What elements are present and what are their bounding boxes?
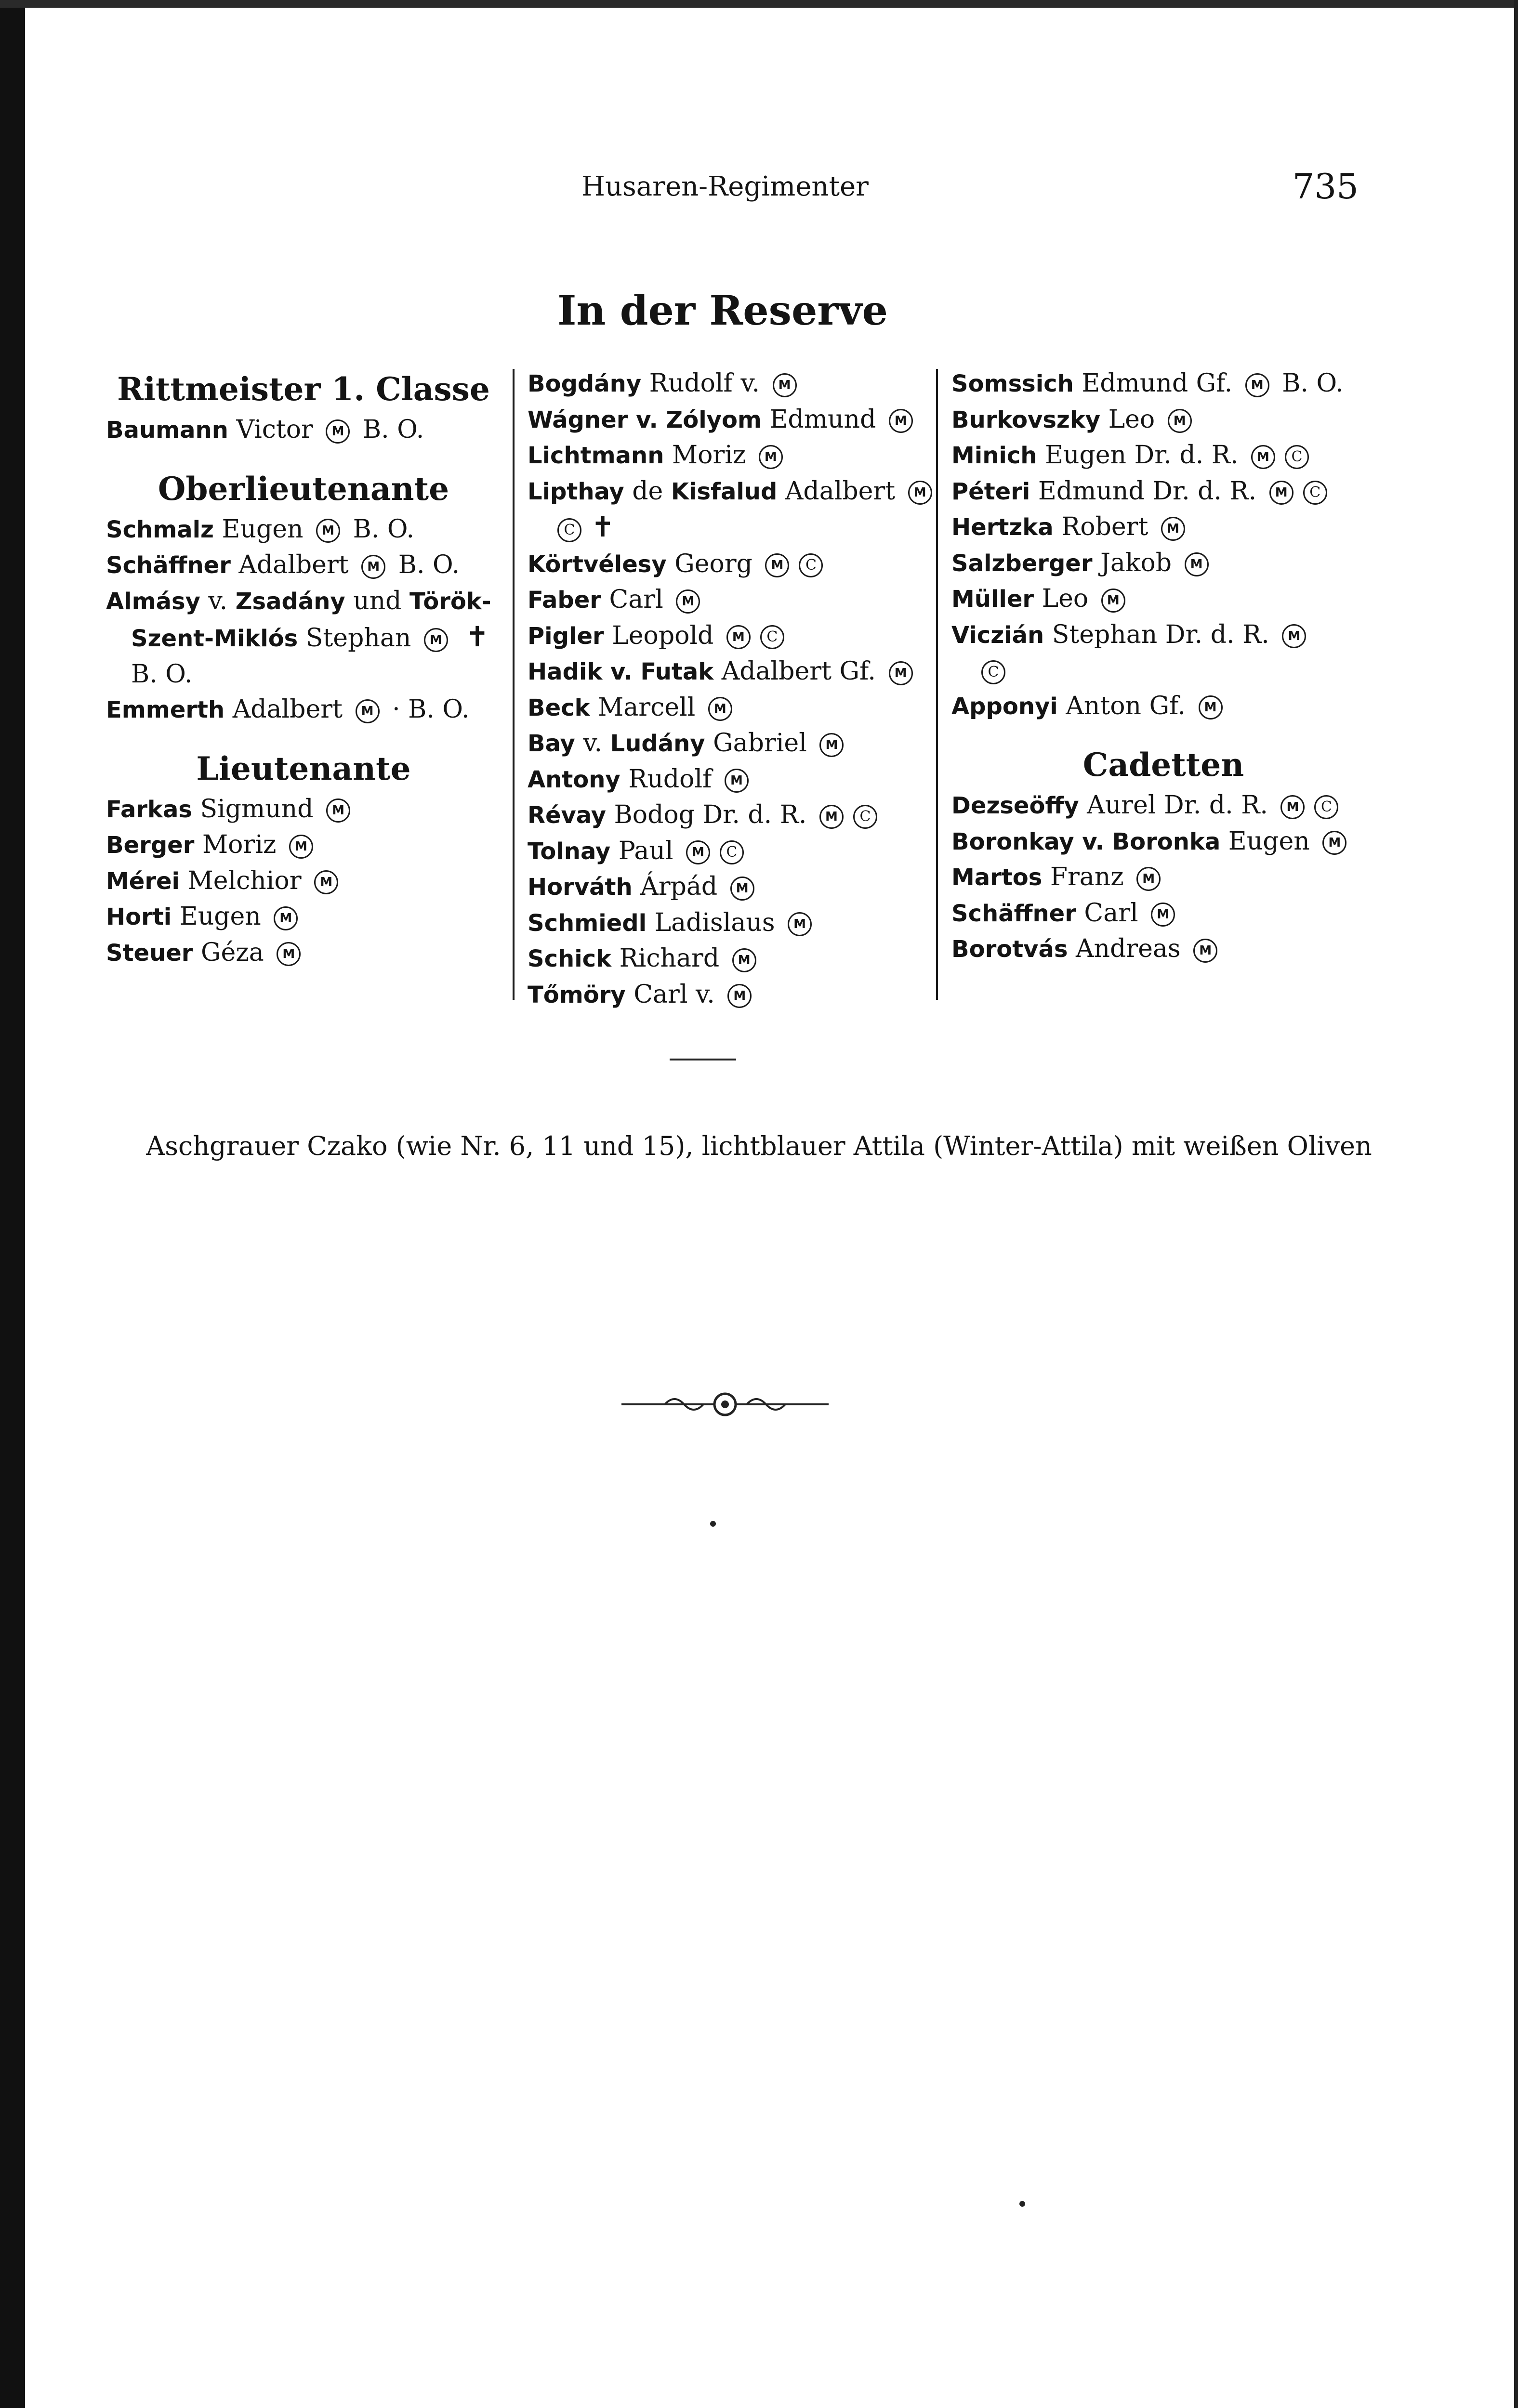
list-item: [106, 864, 501, 900]
given-name: Andreas: [1075, 934, 1181, 963]
given-name: Adalbert: [785, 476, 896, 506]
given-name: Leopold: [612, 621, 714, 650]
m-circle-icon: M: [819, 733, 844, 757]
m-circle-icon: M: [316, 519, 340, 543]
m-circle-icon: M: [424, 628, 448, 652]
list-item: [528, 905, 927, 942]
surname: Körtvélesy: [528, 550, 667, 578]
uniform-note: Aschgrauer Czako (wie Nr. 6, 11 und 15), lichtblauer Attila (Winter-Attila) mit weißen Oliven: [146, 1131, 1372, 1161]
rittmeister-heading: Rittmeister 1. Classe: [117, 370, 490, 408]
m-circle-icon: M: [1151, 903, 1175, 927]
section-title: In der Reserve: [557, 287, 888, 334]
list-item: [106, 827, 501, 864]
surname: Müller: [951, 586, 1034, 613]
m-circle-icon: M: [361, 555, 385, 579]
lieutenante-heading: Lieutenante: [196, 749, 411, 787]
surname: Schmiedl: [528, 909, 647, 937]
surname: Lichtmann: [528, 442, 664, 469]
m-circle-icon: M: [726, 625, 751, 649]
list-item-continued: B. O.: [131, 659, 193, 689]
list-item: [951, 366, 1375, 402]
given-name: Árpád: [640, 872, 718, 901]
given-name: v.: [583, 729, 603, 758]
surname: Horváth: [528, 874, 633, 901]
given-name: Eugen: [1228, 826, 1310, 856]
surname: Baumann: [106, 417, 228, 444]
given-name: Georg: [674, 549, 752, 578]
surname: Wágner v. Zólyom: [528, 406, 762, 433]
list-item: [528, 690, 927, 726]
list-item: [106, 792, 501, 828]
c-circle-icon: C: [760, 625, 784, 649]
surname: Révay: [528, 802, 607, 829]
predicate-name: Kisfalud: [671, 478, 778, 505]
column-divider: [936, 369, 938, 1000]
surname: Bay: [528, 730, 575, 757]
list-item: Almásy v. Zsadány und Török-: [106, 586, 491, 615]
given-name: Edmund Dr. d. R.: [1038, 476, 1257, 506]
given-name: Bodog Dr. d. R.: [614, 800, 807, 829]
given-name: Carl: [609, 585, 663, 614]
oberlieutenante-list: [106, 512, 501, 584]
list-item: [528, 762, 927, 798]
m-circle-icon: M: [1251, 445, 1275, 469]
c-circle-icon: C: [1285, 445, 1309, 469]
m-circle-icon: M: [759, 445, 783, 469]
m-circle-icon: M: [1168, 409, 1192, 433]
list-item: Emmerth Adalbert M · B. O.: [106, 695, 470, 724]
c-circle-icon: C: [1303, 481, 1327, 505]
m-circle-icon: M: [727, 984, 752, 1008]
m-circle-icon: M: [676, 589, 700, 614]
c-circle-icon: C: [557, 518, 581, 542]
given-name: Richard: [619, 944, 720, 973]
reserve-list-3: [951, 366, 1375, 724]
m-circle-icon: M: [1322, 831, 1346, 855]
given-name: Marcell: [598, 693, 696, 722]
column-2: [528, 366, 927, 1013]
m-circle-icon: M: [1185, 552, 1209, 576]
given-name: Moriz: [672, 441, 746, 470]
surname: Beck: [528, 694, 590, 721]
list-item: [951, 824, 1375, 860]
given-name: Sigmund: [200, 794, 314, 824]
list-item: [951, 653, 1375, 689]
given-name: Paul: [618, 836, 673, 865]
m-circle-icon: M: [314, 870, 338, 894]
m-circle-icon: M: [708, 697, 732, 721]
given-name: Edmund: [769, 405, 876, 434]
m-circle-icon: M: [1193, 939, 1217, 963]
m-circle-icon: M: [274, 906, 298, 930]
dagger-icon: ✝: [591, 510, 615, 543]
given-name: Carl: [1084, 898, 1138, 928]
surname: Tőmöry: [528, 981, 626, 1008]
scan-edge-top: [0, 0, 1518, 8]
given-name: Moriz: [202, 830, 277, 859]
m-circle-icon: M: [788, 912, 812, 936]
given-name: Leo: [1108, 405, 1155, 434]
m-circle-icon: M: [326, 798, 350, 823]
list-item: [528, 474, 927, 510]
list-item: [106, 412, 501, 448]
short-rule: [670, 1059, 736, 1060]
suffix: B. O.: [362, 415, 424, 444]
list-item: [951, 438, 1375, 474]
m-circle-icon: M: [819, 805, 844, 829]
given-name: Rudolf: [628, 764, 712, 794]
given-name: Géza: [201, 938, 264, 967]
surname: Minich: [951, 442, 1037, 469]
given-name: Stephan Dr. d. R.: [1052, 620, 1269, 649]
page-number: 735: [1292, 166, 1359, 207]
suffix: B. O.: [398, 550, 460, 579]
surname: Apponyi: [951, 693, 1058, 720]
list-item: [106, 512, 501, 548]
column-3: [951, 366, 1375, 968]
m-circle-icon: M: [356, 699, 380, 723]
list-item: [951, 510, 1375, 546]
list-item: [528, 438, 927, 474]
surname: Martos: [951, 864, 1043, 891]
m-circle-icon: M: [326, 419, 350, 444]
column-1: [106, 366, 501, 971]
list-item: [528, 618, 927, 654]
ornament-divider-icon: [621, 1385, 829, 1424]
rittmeister-list: [106, 412, 501, 448]
given-name: Aurel Dr. d. R.: [1087, 791, 1268, 820]
list-item: [528, 834, 927, 870]
given-name: Melchior: [187, 866, 302, 895]
list-item: [528, 366, 927, 402]
m-circle-icon: M: [1269, 481, 1294, 505]
c-circle-icon: C: [720, 840, 744, 864]
list-item: [951, 546, 1375, 582]
list-item: [528, 869, 927, 905]
c-circle-icon: C: [1314, 795, 1338, 819]
c-circle-icon: C: [799, 553, 823, 577]
given-name: Carl v.: [634, 980, 715, 1009]
scan-edge-left: [0, 0, 25, 2408]
given-name: Jakob: [1100, 548, 1172, 577]
list-item: [951, 617, 1375, 654]
surname: Schick: [528, 945, 612, 972]
given-name: de: [632, 476, 663, 506]
given-name: Anton Gf.: [1066, 691, 1186, 720]
list-item: [528, 582, 927, 618]
reserve-list-2: [528, 366, 927, 1013]
predicate-name: Ludány: [610, 730, 705, 757]
surname: Hertzka: [951, 514, 1054, 541]
list-item: [951, 860, 1375, 896]
m-circle-icon: M: [1161, 517, 1185, 541]
given-name: Franz: [1050, 863, 1124, 891]
surname: Schmalz: [106, 516, 214, 543]
surname: Steuer: [106, 939, 193, 967]
surname: Berger: [106, 832, 195, 859]
list-item: [528, 510, 927, 547]
c-circle-icon: C: [853, 805, 877, 829]
lieutenante-list: [106, 792, 501, 971]
list-item: [951, 474, 1375, 510]
surname: Tolnay: [528, 838, 611, 865]
surname: Salzberger: [951, 550, 1093, 577]
given-name: Eugen Dr. d. R.: [1045, 441, 1239, 470]
m-circle-icon: M: [765, 553, 789, 577]
m-circle-icon: M: [686, 840, 710, 864]
running-title: Husaren-Regimenter: [581, 171, 869, 202]
m-circle-icon: M: [730, 877, 754, 901]
column-divider: [513, 369, 515, 1000]
list-item: [951, 581, 1375, 617]
given-name: Adalbert Gf.: [721, 657, 876, 686]
surname: Lipthay: [528, 478, 624, 505]
m-circle-icon: M: [889, 409, 913, 433]
list-item: [951, 689, 1375, 725]
cadetten-heading: Cadetten: [1082, 746, 1244, 784]
suffix: B. O.: [1282, 369, 1344, 398]
surname: Schäffner: [106, 552, 231, 579]
m-circle-icon: M: [908, 481, 932, 505]
m-circle-icon: M: [773, 373, 797, 397]
suffix: B. O.: [353, 514, 414, 544]
given-name: Rudolf v.: [649, 369, 760, 398]
surname: Viczián: [951, 621, 1044, 649]
surname: Horti: [106, 903, 172, 930]
m-circle-icon: M: [277, 942, 301, 966]
m-circle-icon: M: [1282, 624, 1306, 648]
list-item: [528, 654, 927, 690]
surname: Pigler: [528, 622, 604, 650]
speck: [1019, 2201, 1025, 2207]
surname: Mérei: [106, 867, 180, 895]
given-name: Leo: [1042, 584, 1089, 613]
m-circle-icon: M: [1280, 795, 1305, 819]
list-item: [951, 896, 1375, 932]
surname: Schäffner: [951, 900, 1076, 927]
m-circle-icon: M: [725, 769, 749, 793]
scan-edge-right: [1514, 0, 1518, 2408]
surname: Burkovszky: [951, 406, 1101, 433]
m-circle-icon: M: [1101, 589, 1125, 613]
list-item: [106, 935, 501, 971]
oberlieutenante-heading: Oberlieutenante: [158, 470, 449, 508]
given-name: Gabriel: [713, 729, 807, 758]
list-item: [951, 931, 1375, 968]
surname: Farkas: [106, 796, 192, 823]
cadetten-list: [951, 788, 1375, 968]
given-name: Robert: [1061, 512, 1148, 541]
surname: Faber: [528, 587, 601, 614]
m-circle-icon: M: [732, 948, 756, 972]
given-name: Victor: [236, 415, 313, 444]
dagger-icon: ✝: [465, 620, 489, 653]
c-circle-icon: C: [981, 660, 1005, 684]
given-name: Adalbert: [238, 550, 349, 579]
list-item: [951, 788, 1375, 824]
list-item-continued: Szent-Miklós Stephan M ✝: [131, 620, 489, 653]
list-item: [528, 941, 927, 977]
surname: Péteri: [951, 478, 1030, 505]
given-name: Eugen: [222, 514, 304, 544]
surname: Borotvás: [951, 936, 1068, 963]
list-item: [106, 548, 501, 584]
given-name: Eugen: [179, 902, 261, 931]
list-item: [528, 547, 927, 583]
list-item: [528, 798, 927, 834]
m-circle-icon: M: [889, 661, 913, 685]
list-item: [106, 899, 501, 935]
m-circle-icon: M: [1136, 867, 1161, 891]
given-name: Edmund Gf.: [1082, 369, 1233, 398]
surname: Hadik v. Futak: [528, 658, 714, 685]
m-circle-icon: M: [1199, 695, 1223, 720]
speck: [710, 1521, 716, 1527]
list-item: [528, 977, 927, 1013]
list-item: [528, 402, 927, 438]
surname: Bogdány: [528, 370, 642, 397]
m-circle-icon: M: [289, 835, 313, 859]
list-item: [528, 726, 927, 762]
surname: Dezseöffy: [951, 792, 1079, 819]
given-name: Ladislaus: [654, 908, 775, 937]
surname: Antony: [528, 766, 620, 793]
list-item: [951, 402, 1375, 438]
surname: Boronkay v. Boronka: [951, 828, 1221, 855]
surname: Somssich: [951, 370, 1074, 397]
m-circle-icon: M: [1245, 373, 1269, 397]
